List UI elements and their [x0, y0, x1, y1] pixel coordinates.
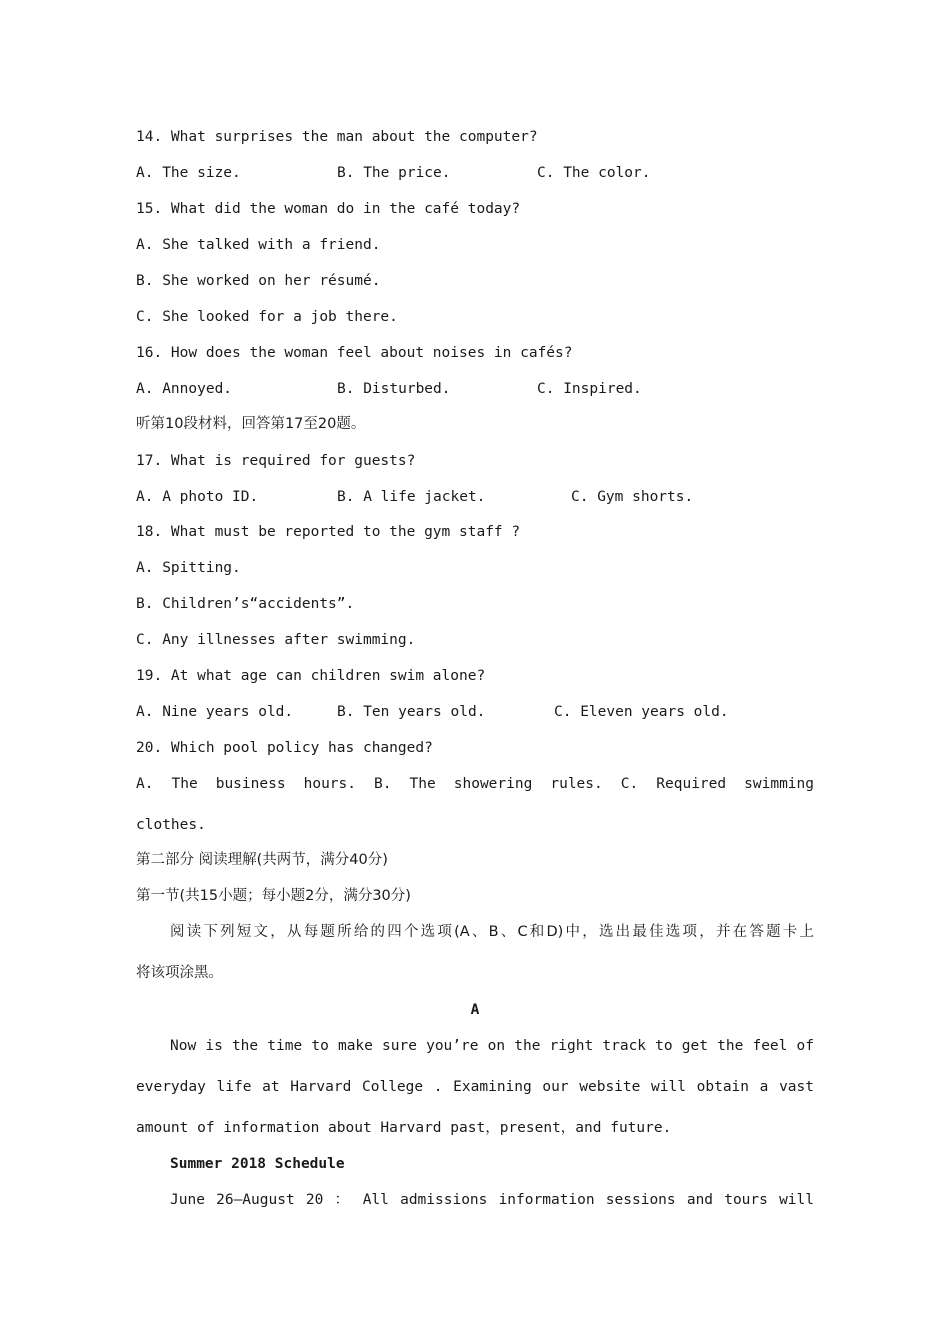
instruction-text: 阅读下列短文，从每题所给的四个选项(A、B、C和D)中，选出最佳选项，并在答题卡上: [170, 924, 814, 940]
option-a: A. Annoyed.: [136, 381, 233, 397]
option-a: A. Spitting.: [136, 560, 241, 576]
question-18-stem: 18. What must be reported to the gym staff ?: [136, 524, 521, 540]
question-19-stem: 19. At what age can children swim alone?: [136, 668, 486, 684]
option-b: B. The price.: [337, 165, 451, 181]
option-c: C. Any illnesses after swimming.: [136, 632, 416, 648]
option-b: B. Disturbed.: [337, 381, 451, 397]
option-a: A. She talked with a friend.: [136, 237, 381, 253]
listening-passage-heading: 听第10段材料，回答第17至20题。: [136, 416, 366, 432]
option-a: A. Nine years old.: [136, 704, 294, 720]
passage-paragraph: everyday life at Harvard College . Examining our website will obtain a vast: [136, 1079, 814, 1095]
question-16-stem: 16. How does the woman feel about noises in cafés?: [136, 345, 573, 361]
question-20-stem: 20. Which pool policy has changed?: [136, 740, 433, 756]
instruction-text-continued: 将该项涂黑。: [136, 965, 223, 981]
schedule-line: June 26—August 20 ： All admissions information sessions and tours will: [170, 1192, 814, 1208]
passage-label: A: [470, 1002, 480, 1018]
option-a: A. A photo ID.: [136, 489, 259, 505]
option-b: B. A life jacket.: [337, 489, 486, 505]
part-title: 第二部分 阅读理解(共两节，满分40分): [136, 852, 388, 868]
passage-paragraph: Now is the time to make sure you’re on the right track to get the feel of: [170, 1038, 814, 1054]
option-c: C. Eleven years old.: [554, 704, 729, 720]
option-b: B. She worked on her résumé.: [136, 273, 381, 289]
section-title: 第一节(共15小题；每小题2分，满分30分): [136, 888, 411, 904]
question-17-stem: 17. What is required for guests?: [136, 453, 416, 469]
question-15-stem: 15. What did the woman do in the café today?: [136, 201, 521, 217]
question-20-options: A. The business hours. B. The showering rules. C. Required swimming: [136, 776, 814, 792]
option-b: B. Ten years old.: [337, 704, 486, 720]
option-c: C. Inspired.: [537, 381, 642, 397]
question-20-options-continued: clothes.: [136, 817, 206, 833]
option-c: C. Gym shorts.: [571, 489, 694, 505]
schedule-title: Summer 2018 Schedule: [170, 1156, 345, 1172]
question-14-stem: 14. What surprises the man about the computer?: [136, 129, 538, 145]
option-c: C. The color.: [537, 165, 651, 181]
passage-paragraph: amount of information about Harvard past，present，and future.: [136, 1120, 672, 1136]
option-c: C. She looked for a job there.: [136, 309, 398, 325]
option-b: B. Children’s“accidents”.: [136, 596, 355, 612]
option-a: A. The size.: [136, 165, 241, 181]
